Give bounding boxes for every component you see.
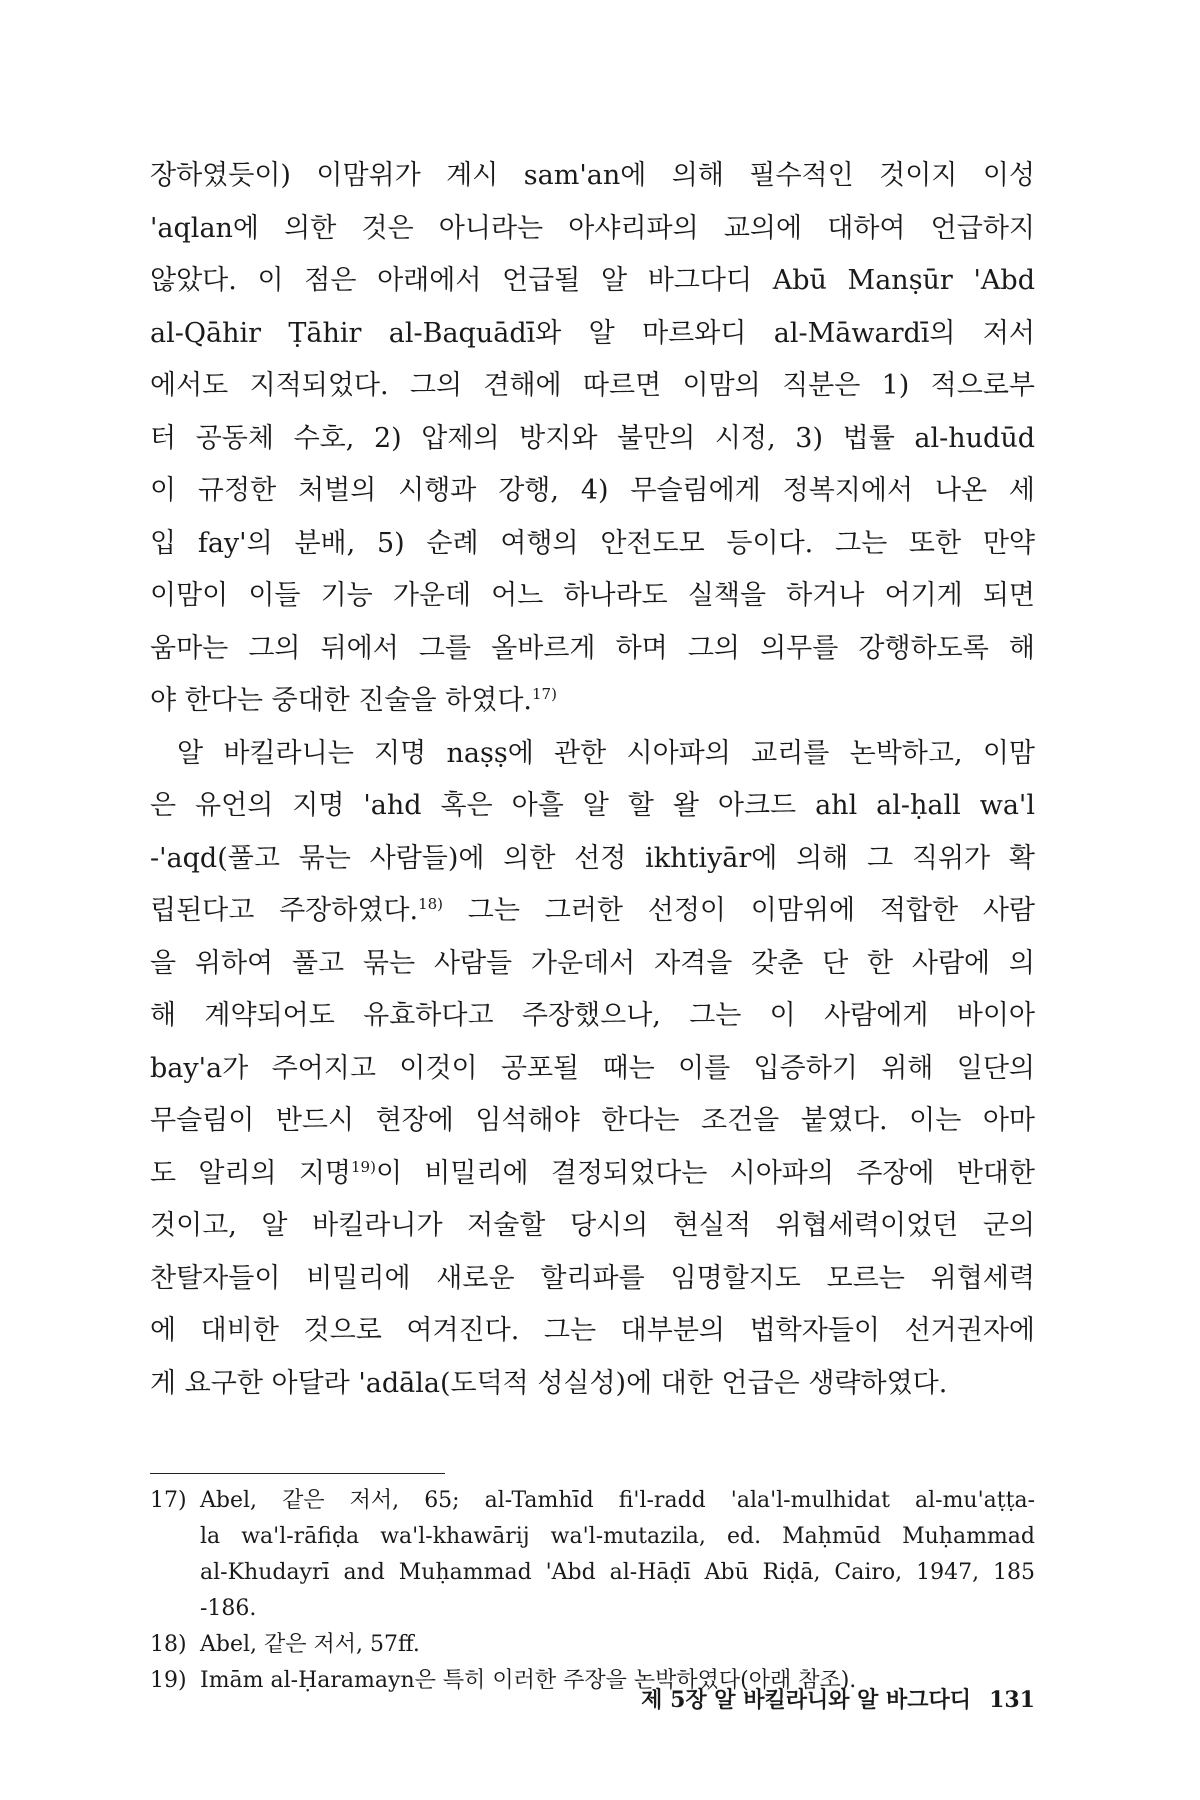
footnote-line: Imām al-Ḥaramayn은 특히 이러한 주장을 논박하였다(아래 참조). xyxy=(200,1668,857,1693)
body-line: 찬탈자들이 비밀리에 새로운 할리파를 임명할지도 모르는 위협세력 xyxy=(150,1262,1035,1294)
body-line: 입 fay'의 분배, 5) 순례 여행의 안전도모 등이다. 그는 또한 만약 xyxy=(150,527,1035,559)
footnote-line: Abel, 같은 저서, 57ff. xyxy=(200,1632,420,1657)
body-line: 장하였듯이) 이맘위가 계시 sam'an에 의해 필수적인 것이지 이성 xyxy=(150,160,1035,191)
footnote-divider xyxy=(150,1473,445,1474)
body-line xyxy=(150,675,1035,728)
body-line: 에서도 지적되었다. 그의 견해에 따르면 이맘의 직분은 1) 적으로부 xyxy=(150,370,1035,401)
footnote-body xyxy=(200,1627,1035,1663)
body-text xyxy=(150,150,1035,1410)
footnote-line: al-Khudayrī and Muḥammad 'Abd al-Hāḍī Abū Riḍā, Cairo, 1947, 185 xyxy=(200,1560,1035,1585)
body-line: 해 계약되어도 유효하다고 주장했으나, 그는 이 사람에게 바이아 xyxy=(150,1000,1035,1031)
body-line: 을 위하여 풀고 묶는 사람들 가운데서 자격을 갖춘 단 한 사람에 의 xyxy=(150,947,1035,979)
footnote-line: la wa'l-rāfiḍa wa'l-khawārij wa'l-mutazila, ed. Maḥmūd Muḥammad xyxy=(200,1524,1035,1549)
body-line-text: 야 한다는 중대한 진술을 하였다. xyxy=(150,685,532,716)
body-line-text: 알 바킬라니는 지명 naṣṣ에 관한 시아파의 교리를 논박하고, 이맘 xyxy=(177,737,1035,769)
body-line-text: 립된다고 주장하였다. xyxy=(150,895,419,926)
body-line: 에 대비한 것으로 여겨진다. 그는 대부분의 법학자들이 선거권자에 xyxy=(150,1315,1035,1346)
body-line: bay'a가 주어지고 이것이 공포될 때는 이를 입증하기 위해 일단의 xyxy=(150,1052,1035,1084)
note-ref-18: 18) xyxy=(418,895,444,913)
running-footer xyxy=(623,1683,1035,1714)
footnote-18 xyxy=(150,1627,1035,1663)
body-line-text: 이 비밀리에 결정되었다는 시아파의 주장에 반대한 xyxy=(375,1157,1035,1189)
body-line-text: 그는 그러한 선정이 이맘위에 적합한 사람 xyxy=(443,895,1036,926)
body-line: 이 규정한 처벌의 시행과 강행, 4) 무슬림에게 정복지에서 나온 세 xyxy=(150,475,1035,506)
chapter-title: 제 5장 알 바킬라니와 알 바그다디 xyxy=(641,1687,972,1713)
body-line: 무슬림이 반드시 현장에 임석해야 한다는 조건을 붙였다. 이는 아마 xyxy=(150,1105,1035,1136)
page-number: 131 xyxy=(989,1687,1035,1713)
body-line: 터 공동체 수호, 2) 압제의 방지와 불만의 시정, 3) 법률 al-hudūd xyxy=(150,422,1035,454)
body-line-text: 도 알리의 지명 xyxy=(150,1157,352,1189)
footnote-number: 19) xyxy=(150,1668,187,1693)
footnote-number: 18) xyxy=(150,1632,187,1657)
body-line: 게 요구한 아달라 'adāla(도덕적 성실성)에 대한 언급은 생략하였다. xyxy=(150,1367,948,1399)
footnote-number: 17) xyxy=(150,1488,187,1513)
note-ref-17: 17) xyxy=(531,685,557,703)
body-line: 은 유언의 지명 'ahd 혹은 아흘 알 할 왈 아크드 ahl al-ḥall wa'l xyxy=(150,790,1035,821)
body-line xyxy=(150,728,1035,781)
body-line: 움마는 그의 뒤에서 그를 올바르게 하며 그의 의무를 강행하도록 해 xyxy=(150,632,1035,664)
body-line: 것이고, 알 바킬라니가 저술할 당시의 현실적 위협세력이었던 군의 xyxy=(150,1210,1035,1241)
footnotes xyxy=(150,1483,1035,1699)
body-line: 'aqlan에 의한 것은 아니라는 아샤리파의 교의에 대하여 언급하지 xyxy=(150,212,1035,244)
footnote-17 xyxy=(150,1483,1035,1627)
body-line: 않았다. 이 점은 아래에서 언급될 알 바그다디 Abū Manṣūr 'Abd xyxy=(150,265,1035,296)
body-line: 이맘이 이들 기능 가운데 어느 하나라도 실책을 하거나 어기게 되면 xyxy=(150,580,1035,611)
body-line: -'aqd(풀고 묶는 사람들)에 의한 선정 ikhtiyār에 의해 그 직위가 확 xyxy=(150,842,1035,874)
note-ref-19: 19) xyxy=(351,1157,376,1176)
body-line xyxy=(150,885,1035,938)
footnote-line: Abel, 같은 저서, 65; al-Tamhīd fi'l-radd 'ala'l-mulhidat al-mu'aṭṭa- xyxy=(200,1488,1035,1513)
footnote-body xyxy=(200,1483,1035,1627)
footnote-line: -186. xyxy=(200,1596,257,1621)
body-line xyxy=(150,1148,1035,1201)
body-line: al-Qāhir Ṭāhir al-Baquādī와 알 마르와디 al-Māwardī의 저서 xyxy=(150,317,1035,349)
